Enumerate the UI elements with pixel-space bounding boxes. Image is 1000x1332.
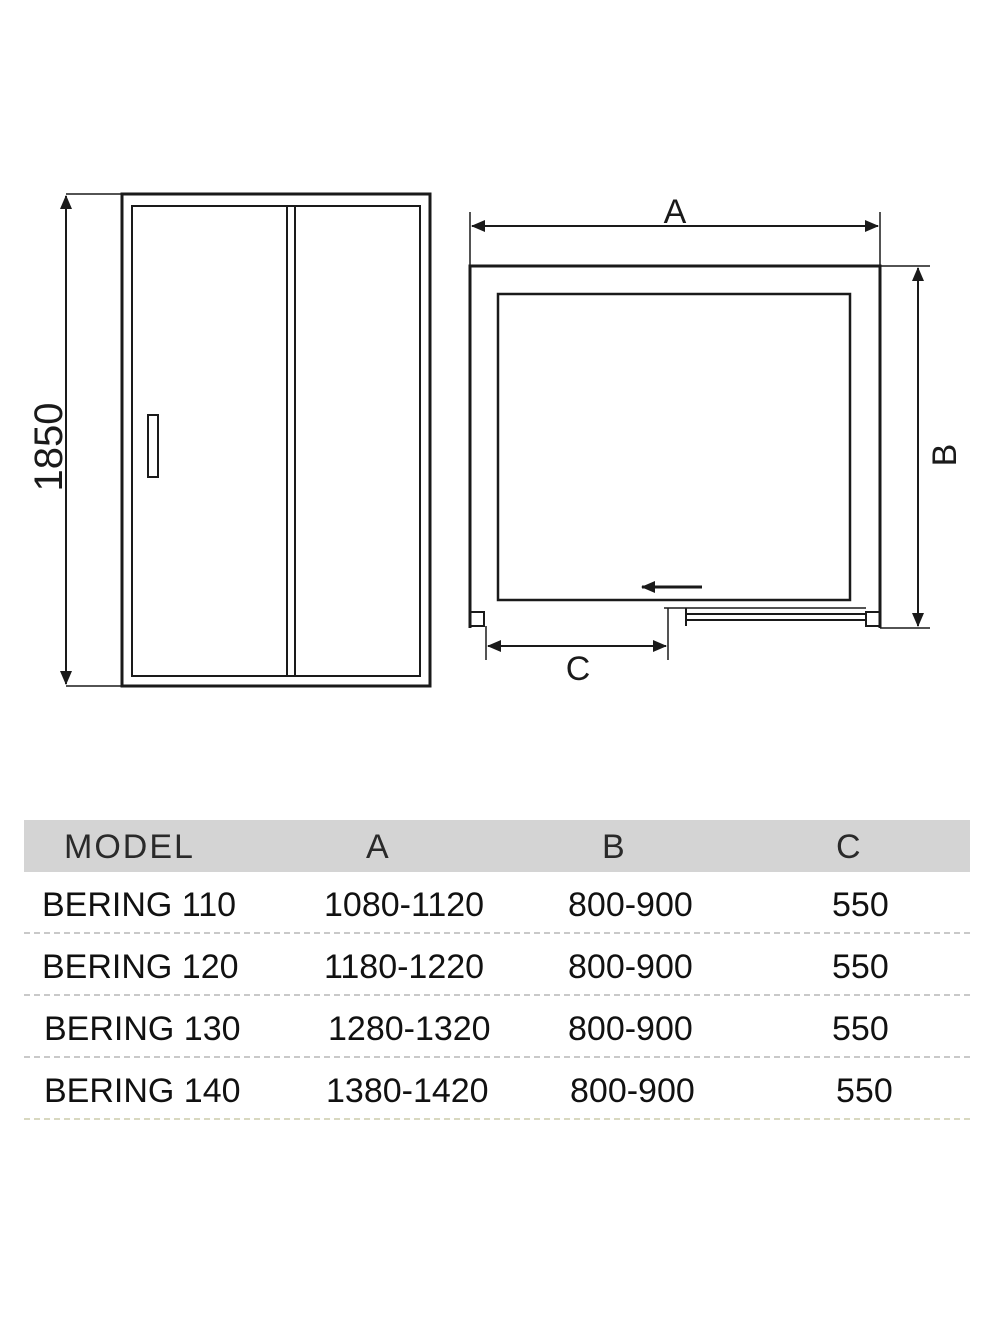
cell-a: 1380-1420 — [326, 1072, 489, 1110]
front-frame-outer — [122, 194, 430, 686]
cell-model: BERING 110 — [42, 886, 237, 924]
header-model: MODEL — [64, 828, 195, 866]
front-elevation — [27, 194, 430, 686]
cell-a: 1180-1220 — [324, 948, 485, 986]
front-frame-inner — [132, 206, 420, 676]
door-handle — [148, 415, 158, 477]
door-label-c: C — [565, 650, 591, 688]
table-row — [24, 872, 970, 934]
plan-view — [470, 193, 964, 688]
cell-b: 800-900 — [570, 1072, 695, 1110]
table-header — [24, 820, 970, 872]
left-post — [470, 612, 484, 626]
cell-b: 800-900 — [568, 886, 693, 924]
cell-b: 800-900 — [568, 948, 693, 986]
header-c: C — [836, 828, 863, 866]
table-row — [24, 934, 970, 996]
cell-c: 550 — [832, 886, 889, 924]
depth-label-b: B — [926, 443, 964, 467]
cell-a: 1080-1120 — [324, 886, 485, 924]
spec-table — [24, 820, 970, 1120]
cell-b: 800-900 — [568, 1010, 693, 1048]
cell-model: BERING 120 — [42, 948, 239, 986]
table-row — [24, 996, 970, 1058]
right-post — [866, 612, 880, 626]
header-b: B — [602, 828, 627, 866]
cell-model: BERING 140 — [44, 1072, 241, 1110]
cell-c: 550 — [836, 1072, 893, 1110]
cell-a: 1280-1320 — [328, 1010, 491, 1048]
table-row — [24, 1058, 970, 1120]
height-label: 1850 — [27, 402, 71, 492]
cell-c: 550 — [832, 1010, 889, 1048]
header-a: A — [366, 828, 391, 866]
width-label-a: A — [663, 193, 687, 231]
cell-c: 550 — [832, 948, 889, 986]
plan-outer-frame — [470, 266, 880, 628]
cell-model: BERING 130 — [44, 1010, 241, 1048]
plan-inner-tray — [498, 294, 850, 600]
